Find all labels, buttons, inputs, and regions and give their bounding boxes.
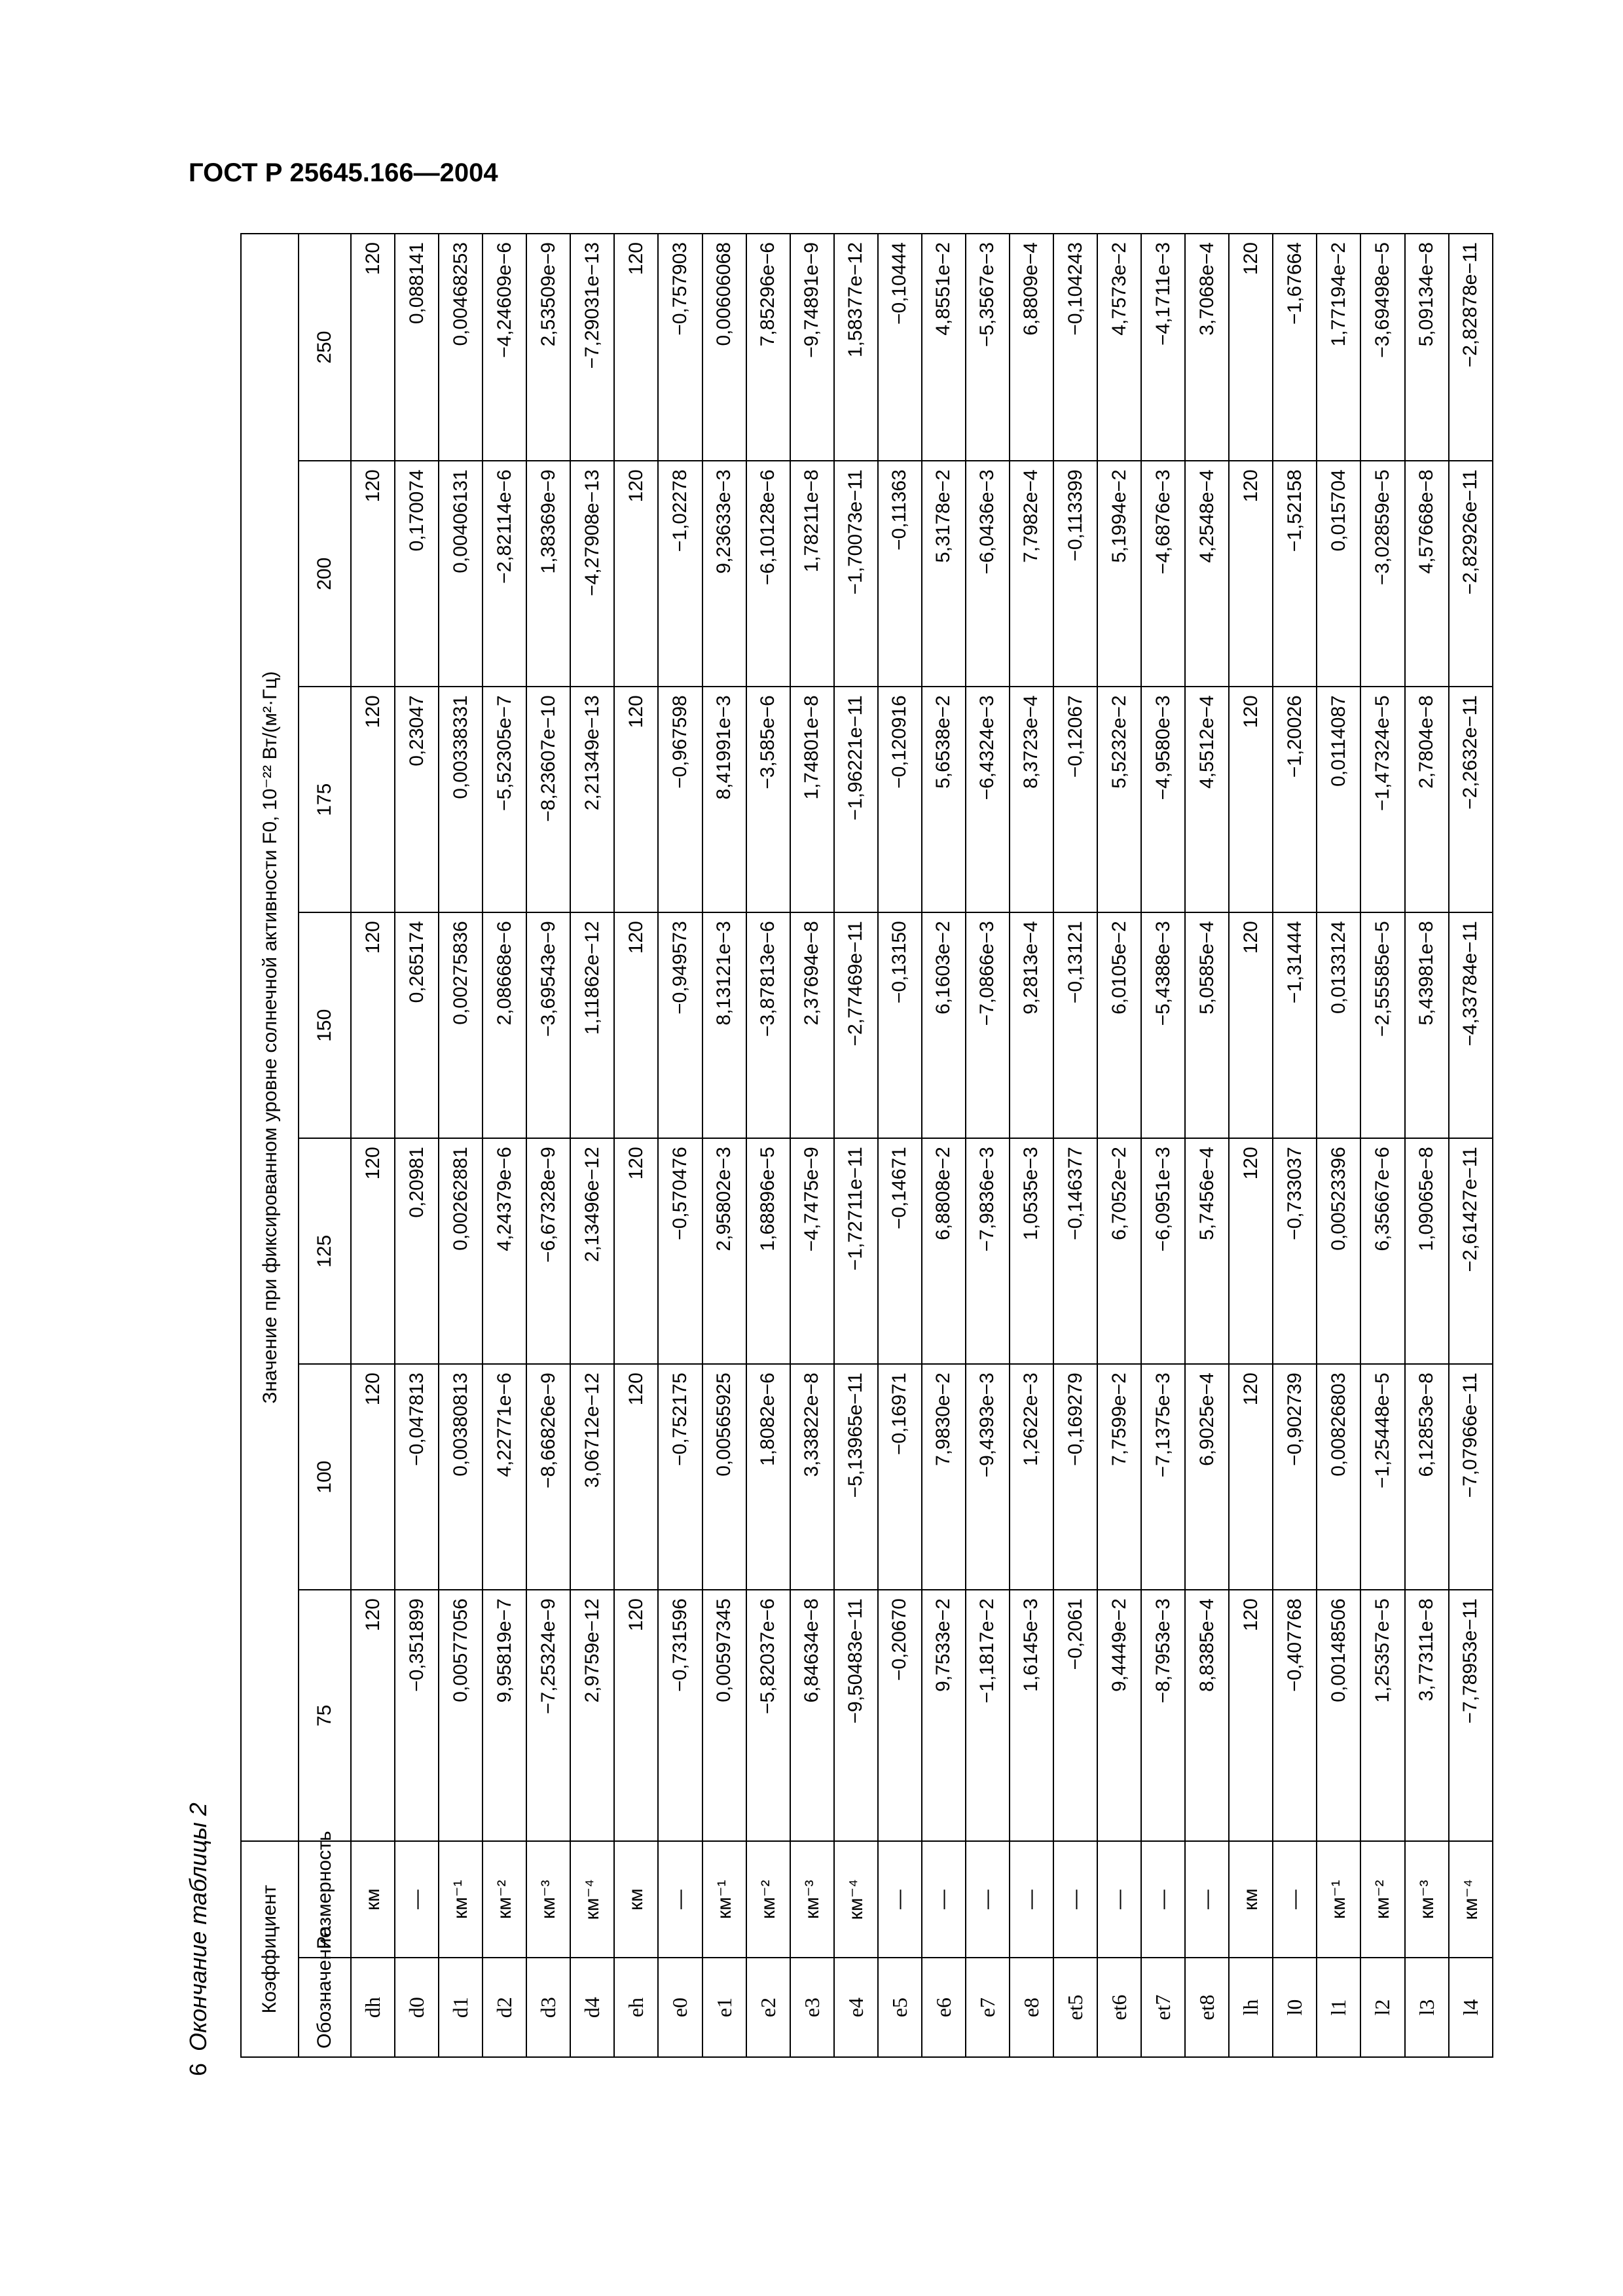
table-cell: −5,13965e−11	[834, 1364, 878, 1590]
table-cell: 2,9759e−12	[570, 1590, 614, 1841]
coefficient-symbol: d3	[526, 1958, 570, 2057]
table-cell: 4,5512e−4	[1185, 687, 1229, 912]
table-cell: 3,06712e−12	[570, 1364, 614, 1590]
table-cell: 7,7599e−2	[1097, 1364, 1141, 1590]
table-cell: 0,088141	[395, 234, 439, 461]
table-cell: 1,09065e−8	[1405, 1138, 1449, 1364]
coefficient-symbol: l3	[1405, 1958, 1449, 2057]
coefficient-symbol: e4	[834, 1958, 878, 2057]
table-cell: 6,8809e−4	[1010, 234, 1053, 461]
table-cell: 1,58377e−12	[834, 234, 878, 461]
coefficient-dimension: км⁻⁴	[834, 1841, 878, 1958]
table-cell: 5,0585e−4	[1185, 912, 1229, 1138]
coefficient-dimension: км	[614, 1841, 658, 1958]
coefficient-symbol: dh	[351, 1958, 395, 2057]
table-cell: −1,96221e−11	[834, 687, 878, 912]
table-row	[834, 234, 878, 2057]
coefficient-dimension: км⁻³	[1405, 1841, 1449, 1958]
table-cell: 4,22771e−6	[483, 1364, 526, 1590]
coefficient-dimension: км⁻²	[746, 1841, 790, 1958]
coefficient-dimension: —	[1010, 1841, 1053, 1958]
coefficient-dimension: —	[1097, 1841, 1141, 1958]
table-cell: −1,1817e−2	[966, 1590, 1010, 1841]
table-cell: −1,72711e−11	[834, 1138, 878, 1364]
table-cell: 120	[614, 1590, 658, 1841]
coefficient-dimension: км⁻³	[526, 1841, 570, 1958]
table-cell: −4,9580e−3	[1141, 687, 1185, 912]
table-cell: 4,57668e−8	[1405, 461, 1449, 687]
table-cell: 0,00826803	[1317, 1364, 1360, 1590]
table-cell: −0,902739	[1273, 1364, 1317, 1590]
table-cell: 120	[614, 234, 658, 461]
table-cell: −4,6876e−3	[1141, 461, 1185, 687]
table-cell: −0,20670	[878, 1590, 922, 1841]
table-cell: −7,29031e−13	[570, 234, 614, 461]
table-cell: 120	[351, 1590, 395, 1841]
table-cell: 0,0133124	[1317, 912, 1360, 1138]
table-cell: 1,6145e−3	[1010, 1590, 1053, 1841]
coefficient-symbol: e5	[878, 1958, 922, 2057]
table-cell: 4,7573e−2	[1097, 234, 1141, 461]
table-cell: −1,70073e−11	[834, 461, 878, 687]
table-cell: −6,0436e−3	[966, 461, 1010, 687]
table-cell: −2,77469e−11	[834, 912, 878, 1138]
coefficient-symbol: e3	[790, 1958, 834, 2057]
table-cell: 8,13121e−3	[702, 912, 746, 1138]
coefficient-dimension: км⁻²	[1360, 1841, 1404, 1958]
table-row	[351, 234, 395, 2057]
table-cell: 0,00577056	[439, 1590, 483, 1841]
table-cell: 8,3723e−4	[1010, 687, 1053, 912]
table-cell: −0,047813	[395, 1364, 439, 1590]
table-cell: −0,570476	[658, 1138, 702, 1364]
table-row	[878, 234, 922, 2057]
table-cell: 120	[1229, 461, 1273, 687]
table-cell: 6,7052e−2	[1097, 1138, 1141, 1364]
table-cell: 0,265174	[395, 912, 439, 1138]
coefficient-symbol: l1	[1317, 1958, 1360, 2057]
table-cell: 4,2548e−4	[1185, 461, 1229, 687]
table-row	[1053, 234, 1097, 2057]
coefficient-dimension: —	[1141, 1841, 1185, 1958]
table-row	[922, 234, 966, 2057]
table-row	[1185, 234, 1229, 2057]
table-cell: −0,10444	[878, 234, 922, 461]
table-cell: −1,20026	[1273, 687, 1317, 912]
table-cell: −2,82114e−6	[483, 461, 526, 687]
table-cell: −0,752175	[658, 1364, 702, 1590]
table-cell: −2,82926e−11	[1449, 461, 1493, 687]
table-cell: −1,52158	[1273, 461, 1317, 687]
coefficient-symbol: e2	[746, 1958, 790, 2057]
table-cell: −7,25324e−9	[526, 1590, 570, 1841]
coefficient-symbol: l2	[1360, 1958, 1404, 2057]
header-level: 250	[299, 234, 351, 461]
header-level: 150	[299, 912, 351, 1138]
table-cell: −9,74891e−9	[790, 234, 834, 461]
table-cell: 6,84634e−8	[790, 1590, 834, 1841]
coefficient-dimension: —	[1053, 1841, 1097, 1958]
table-cell: 0,00380813	[439, 1364, 483, 1590]
table-cell: 5,6538e−2	[922, 687, 966, 912]
table-cell: −0,731596	[658, 1590, 702, 1841]
table-cell: −1,67664	[1273, 234, 1317, 461]
table-cell: −0,146377	[1053, 1138, 1097, 1364]
header-coefficient: Коэффициент	[241, 1841, 299, 2057]
table-row	[395, 234, 439, 2057]
table-row	[702, 234, 746, 2057]
table-cell: 5,09134e−8	[1405, 234, 1449, 461]
table-row	[526, 234, 570, 2057]
table-cell: −7,1375e−3	[1141, 1364, 1185, 1590]
table-cell: −0,14671	[878, 1138, 922, 1364]
table-cell: −3,87813e−6	[746, 912, 790, 1138]
rotated-table-container	[240, 233, 1493, 2058]
table-cell: 2,7804e−8	[1405, 687, 1449, 912]
table-cell: 7,7982e−4	[1010, 461, 1053, 687]
table-cell: −0,733037	[1273, 1138, 1317, 1364]
table-cell: −0,11363	[878, 461, 922, 687]
table-cell: −1,25448e−5	[1360, 1364, 1404, 1590]
table-cell: −3,69498e−5	[1360, 234, 1404, 461]
table-cell: 120	[1229, 1590, 1273, 1841]
table-row	[1405, 234, 1449, 2057]
table-row	[790, 234, 834, 2057]
table-cell: 0,00338331	[439, 687, 483, 912]
table-cell: 3,7068e−4	[1185, 234, 1229, 461]
table-cell: −6,10128e−6	[746, 461, 790, 687]
table-cell: −7,07966e−11	[1449, 1364, 1493, 1590]
coefficient-dimension: км⁻¹	[439, 1841, 483, 1958]
coefficient-symbol: et5	[1053, 1958, 1097, 2057]
coefficient-symbol: d0	[395, 1958, 439, 2057]
table-cell: −4,7475e−9	[790, 1138, 834, 1364]
table-cell: −6,4324e−3	[966, 687, 1010, 912]
table-cell: 0,0114087	[1317, 687, 1360, 912]
coefficient-dimension: км⁻⁴	[1449, 1841, 1493, 1958]
table-cell: −3,69543e−9	[526, 912, 570, 1138]
coefficient-dimension: —	[1273, 1841, 1317, 1958]
table-cell: 5,3178e−2	[922, 461, 966, 687]
header-level: 75	[299, 1590, 351, 1841]
table-cell: 0,00523396	[1317, 1138, 1360, 1364]
table-cell: 5,43981e−8	[1405, 912, 1449, 1138]
table-cell: −6,0951e−3	[1141, 1138, 1185, 1364]
table-cell: −5,52305e−7	[483, 687, 526, 912]
coefficient-dimension: км	[351, 1841, 395, 1958]
coefficient-symbol: et7	[1141, 1958, 1185, 2057]
table-caption: Окончание таблицы 2	[185, 1803, 211, 2051]
table-cell: 0,00148506	[1317, 1590, 1360, 1841]
table-cell: −9,4393e−3	[966, 1364, 1010, 1590]
table-row	[1097, 234, 1141, 2057]
coefficients-table	[240, 233, 1493, 2058]
table-cell: 4,24379e−6	[483, 1138, 526, 1364]
table-cell: 5,1994e−2	[1097, 461, 1141, 687]
table-cell: 9,4449e−2	[1097, 1590, 1141, 1841]
table-cell: 5,5232e−2	[1097, 687, 1141, 912]
table-cell: 2,13496e−12	[570, 1138, 614, 1364]
coefficient-symbol: d1	[439, 1958, 483, 2057]
table-cell: −0,2061	[1053, 1590, 1097, 1841]
table-cell: 9,7533e−2	[922, 1590, 966, 1841]
table-cell: 1,25357e−5	[1360, 1590, 1404, 1841]
coefficient-symbol: e1	[702, 1958, 746, 2057]
table-cell: 1,68896e−5	[746, 1138, 790, 1364]
table-cell: 4,8551e−2	[922, 234, 966, 461]
table-cell: −0,407768	[1273, 1590, 1317, 1841]
table-cell: −0,169279	[1053, 1364, 1097, 1590]
coefficient-symbol: e0	[658, 1958, 702, 2057]
table-cell: 2,37694e−8	[790, 912, 834, 1138]
table-cell: 120	[351, 1364, 395, 1590]
table-row	[570, 234, 614, 2057]
table-cell: 8,41991e−3	[702, 687, 746, 912]
table-cell: 120	[351, 687, 395, 912]
table-row	[966, 234, 1010, 2057]
table-cell: −1,31444	[1273, 912, 1317, 1138]
table-cell: 6,35667e−6	[1360, 1138, 1404, 1364]
table-cell: 6,9025e−4	[1185, 1364, 1229, 1590]
coefficient-symbol: et6	[1097, 1958, 1141, 2057]
coefficient-dimension: км⁻¹	[702, 1841, 746, 1958]
table-cell: 6,0105e−2	[1097, 912, 1141, 1138]
coefficient-symbol: eh	[614, 1958, 658, 2057]
table-cell: 1,74801e−8	[790, 687, 834, 912]
header-level: 125	[299, 1138, 351, 1364]
table-cell: 120	[1229, 687, 1273, 912]
table-cell: 3,77311e−8	[1405, 1590, 1449, 1841]
table-cell: 7,9830e−2	[922, 1364, 966, 1590]
coefficient-symbol: d2	[483, 1958, 526, 2057]
coefficient-symbol: e8	[1010, 1958, 1053, 2057]
table-cell: 120	[1229, 1138, 1273, 1364]
coefficient-dimension: —	[395, 1841, 439, 1958]
table-cell: −0,104243	[1053, 234, 1097, 461]
page-number: 6	[185, 2062, 211, 2076]
table-cell: −5,3567e−3	[966, 234, 1010, 461]
header-symbol: Обозначение	[299, 1958, 351, 2057]
table-cell: 9,2813e−4	[1010, 912, 1053, 1138]
coefficient-dimension: —	[878, 1841, 922, 1958]
coefficient-dimension: км⁻²	[483, 1841, 526, 1958]
table-cell: −2,82878e−11	[1449, 234, 1493, 461]
table-cell: −0,351899	[395, 1590, 439, 1841]
table-cell: −0,12067	[1053, 687, 1097, 912]
table-cell: 120	[1229, 1364, 1273, 1590]
table-cell: −6,67328e−9	[526, 1138, 570, 1364]
table-cell: −4,33784e−11	[1449, 912, 1493, 1138]
coefficient-symbol: lh	[1229, 1958, 1273, 2057]
document-header: ГОСТ Р 25645.166—2004	[189, 158, 498, 187]
table-cell: −0,113399	[1053, 461, 1097, 687]
table-cell: 0,20981	[395, 1138, 439, 1364]
table-cell: −4,24609e−6	[483, 234, 526, 461]
table-cell: 120	[351, 1138, 395, 1364]
coefficient-dimension: км	[1229, 1841, 1273, 1958]
coefficient-dimension: —	[922, 1841, 966, 1958]
table-cell: 120	[614, 1138, 658, 1364]
table-cell: 120	[1229, 912, 1273, 1138]
table-row	[746, 234, 790, 2057]
table-cell: 0,170074	[395, 461, 439, 687]
table-cell: 1,11862e−12	[570, 912, 614, 1138]
header-level: 200	[299, 461, 351, 687]
table-cell: 0,00565925	[702, 1364, 746, 1590]
table-row	[483, 234, 526, 2057]
table-cell: −1,47324e−5	[1360, 687, 1404, 912]
table-cell: −7,78953e−11	[1449, 1590, 1493, 1841]
table-row	[1317, 234, 1360, 2057]
header-values: Значение при фиксированном уровне солнечной активности F0, 10⁻²² Вт/(м²·Гц)	[241, 234, 299, 1841]
table-cell: 120	[351, 912, 395, 1138]
table-cell: 2,21349e−13	[570, 687, 614, 912]
table-cell: −8,7953e−3	[1141, 1590, 1185, 1841]
table-cell: −4,27908e−13	[570, 461, 614, 687]
table-cell: −8,23607e−10	[526, 687, 570, 912]
table-cell: 120	[614, 461, 658, 687]
table-cell: 9,23633e−3	[702, 461, 746, 687]
table-cell: −3,585e−6	[746, 687, 790, 912]
table-row	[658, 234, 702, 2057]
table-cell: 0,00468253	[439, 234, 483, 461]
table-cell: −2,61427e−11	[1449, 1138, 1493, 1364]
table-row	[614, 234, 658, 2057]
table-cell: −0,13150	[878, 912, 922, 1138]
table-cell: −8,66826e−9	[526, 1364, 570, 1590]
coefficient-dimension: км⁻¹	[1317, 1841, 1360, 1958]
table-cell: −7,9836e−3	[966, 1138, 1010, 1364]
table-cell: 0,00262881	[439, 1138, 483, 1364]
table-cell: 1,0535e−3	[1010, 1138, 1053, 1364]
table-cell: 120	[351, 234, 395, 461]
table-cell: −0,16971	[878, 1364, 922, 1590]
table-cell: 0,00275836	[439, 912, 483, 1138]
table-cell: 1,8082e−6	[746, 1364, 790, 1590]
coefficient-symbol: e6	[922, 1958, 966, 2057]
table-row	[1360, 234, 1404, 2057]
table-row	[439, 234, 483, 2057]
coefficient-dimension: км⁻³	[790, 1841, 834, 1958]
table-cell: 120	[351, 461, 395, 687]
table-cell: 120	[1229, 234, 1273, 461]
coefficient-dimension: км⁻⁴	[570, 1841, 614, 1958]
table-cell: 5,7456e−4	[1185, 1138, 1229, 1364]
table-cell: 7,85296e−6	[746, 234, 790, 461]
table-cell: 1,78211e−8	[790, 461, 834, 687]
table-row	[1010, 234, 1053, 2057]
table-cell: 3,33822e−8	[790, 1364, 834, 1590]
table-cell: −5,4388e−3	[1141, 912, 1185, 1138]
table-cell: 8,8385e−4	[1185, 1590, 1229, 1841]
table-cell: 1,2622e−3	[1010, 1364, 1053, 1590]
table-body	[351, 234, 1493, 2057]
coefficient-dimension: —	[1185, 1841, 1229, 1958]
table-cell: −1,02278	[658, 461, 702, 687]
table-cell: −0,13121	[1053, 912, 1097, 1138]
table-cell: −0,120916	[878, 687, 922, 912]
table-cell: 120	[614, 1364, 658, 1590]
table-cell: 6,12853e−8	[1405, 1364, 1449, 1590]
table-cell: −0,757903	[658, 234, 702, 461]
table-cell: −2,55585e−5	[1360, 912, 1404, 1138]
table-row	[1273, 234, 1317, 2057]
table-row	[1229, 234, 1273, 2057]
table-cell: −3,02859e−5	[1360, 461, 1404, 687]
coefficient-dimension: —	[658, 1841, 702, 1958]
table-cell: −5,82037e−6	[746, 1590, 790, 1841]
table-cell: −0,967598	[658, 687, 702, 912]
coefficient-symbol: d4	[570, 1958, 614, 2057]
table-row	[1141, 234, 1185, 2057]
coefficient-symbol: e7	[966, 1958, 1010, 2057]
table-cell: 9,95819e−7	[483, 1590, 526, 1841]
coefficient-dimension: —	[966, 1841, 1010, 1958]
table-cell: 0,23047	[395, 687, 439, 912]
table-row	[1449, 234, 1493, 2057]
coefficient-symbol: et8	[1185, 1958, 1229, 2057]
table-cell: 0,00606068	[702, 234, 746, 461]
header-level: 175	[299, 687, 351, 912]
table-cell: 1,38369e−9	[526, 461, 570, 687]
table-cell: 6,1603e−2	[922, 912, 966, 1138]
table-cell: −4,1711e−3	[1141, 234, 1185, 461]
table-cell: −2,2632e−11	[1449, 687, 1493, 912]
table-cell: 0,00406131	[439, 461, 483, 687]
coefficient-symbol: l0	[1273, 1958, 1317, 2057]
table-cell: 6,8808e−2	[922, 1138, 966, 1364]
table-cell: 120	[614, 687, 658, 912]
coefficient-symbol: l4	[1449, 1958, 1493, 2057]
table-cell: −7,0866e−3	[966, 912, 1010, 1138]
table-cell: 0,015704	[1317, 461, 1360, 687]
table-cell: 1,77194e−2	[1317, 234, 1360, 461]
table-cell: 2,08668e−6	[483, 912, 526, 1138]
header-level: 100	[299, 1364, 351, 1590]
table-cell: −0,949573	[658, 912, 702, 1138]
header-dimension: Размерность	[299, 1841, 351, 1958]
table-cell: 2,95802e−3	[702, 1138, 746, 1364]
table-cell: 2,53509e−9	[526, 234, 570, 461]
table-cell: −9,50483e−11	[834, 1590, 878, 1841]
table-cell: 120	[614, 912, 658, 1138]
table-cell: 0,00597345	[702, 1590, 746, 1841]
